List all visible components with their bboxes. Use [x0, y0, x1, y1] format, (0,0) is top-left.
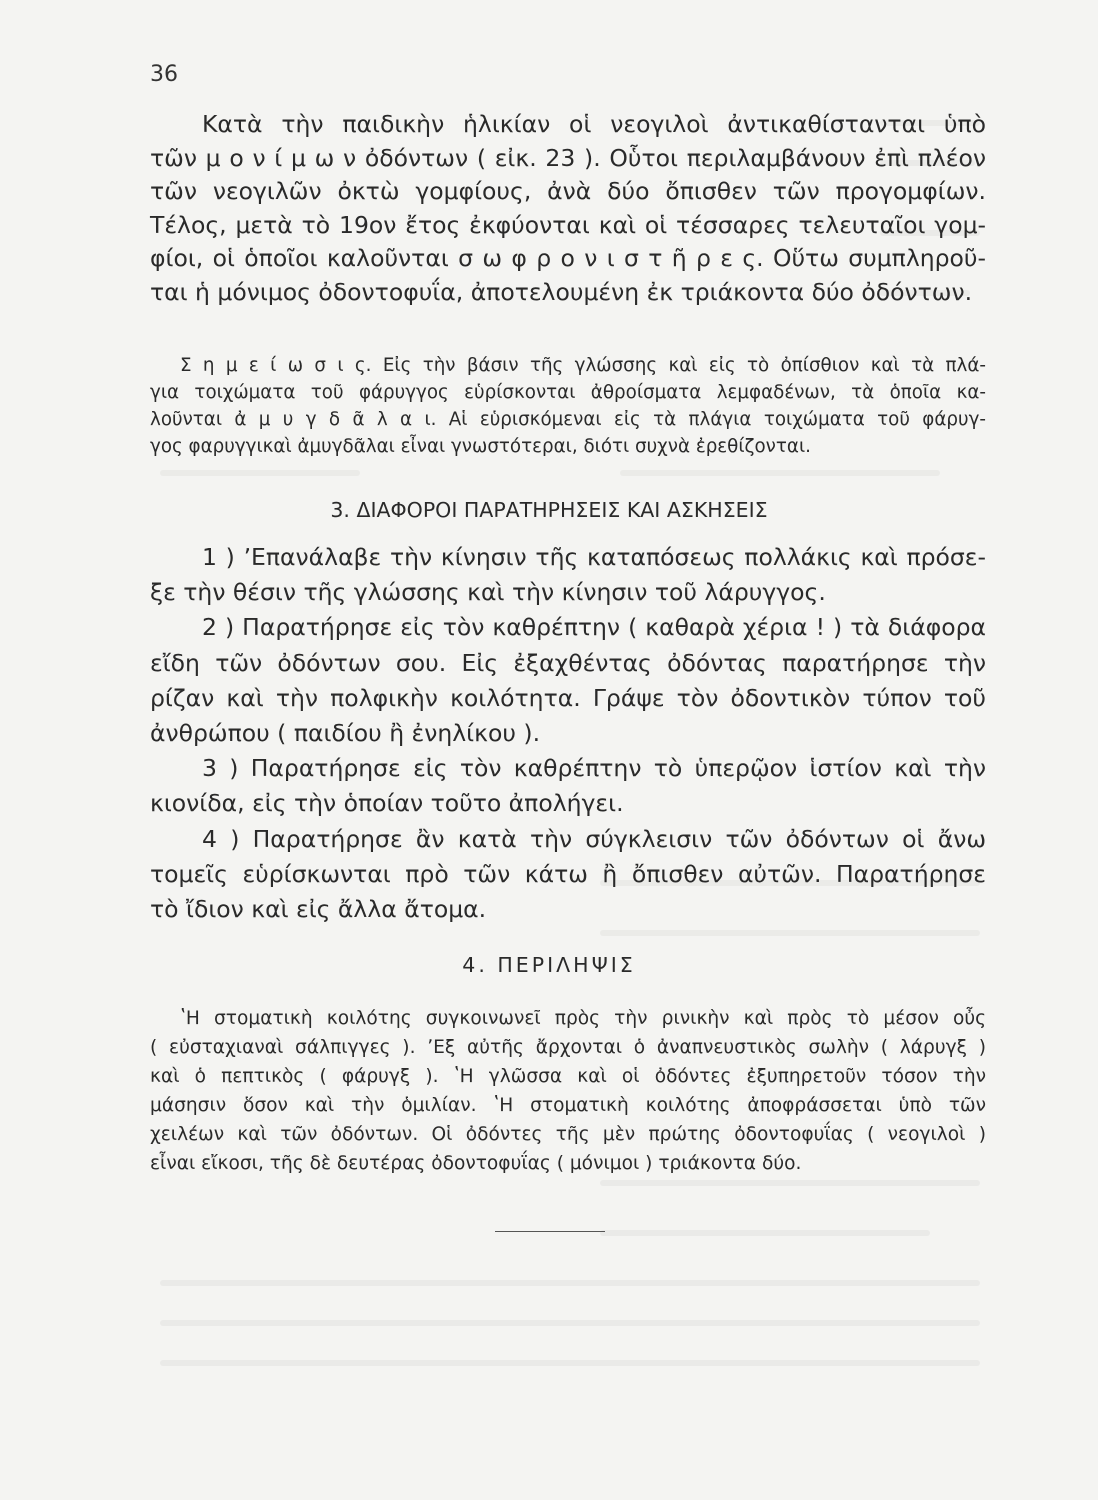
exercise-line: εἴδη τῶν ὀδόντων σου. Εἰς ἐξαχθέντας ὀδόντας παρατήρησε τὴν [150, 648, 986, 677]
exercise-line: τομεῖς εὑρίσκωνται πρὸ τῶν κάτω ἢ ὄπισθεν αὐτῶν. Παρατήρησε [150, 859, 986, 888]
paragraph-line: Τέλος, μετὰ τὸ 19ον ἔτος ἐκφύονται καὶ οἱ τέσσαρες τελευταῖοι γομ- [150, 210, 986, 239]
paragraph-line: ται ἡ μόνιμος ὀδοντοφυΐα, ἀποτελουμένη ἐκ τριάκοντα δύο ὀδόντων. [150, 277, 973, 306]
note-line: Σ η μ ε ί ω σ ι ς. Εἰς τὴν βάσιν τῆς γλώσσης καὶ εἰς τὸ ὀπίσθιον καὶ τὰ πλά- [180, 355, 986, 376]
summary-line: χειλέων καὶ τῶν ὀδόντων. Οἱ ὀδόντες τῆς μὲν πρώτης ὀδοντοφυΐας ( νεογιλοὶ ) [150, 1124, 986, 1145]
exercise-line: 1 ) ʼΕπανάλαβε τὴν κίνησιν τῆς καταπόσεως πολλάκις καὶ πρόσε- [202, 543, 986, 571]
paragraph-line: Κατὰ τὴν παιδικὴν ἡλικίαν οἱ νεογιλοὶ ἀντικαθίστανται ὑπὸ [202, 110, 986, 138]
summary-line: ʽΗ στοματικὴ κοιλότης συγκοινωνεῖ πρὸς τὴν ρινικὴν καὶ πρὸς τὸ μέσον οὖς [180, 1008, 986, 1029]
exercise-line: ρίζαν καὶ τὴν πολφικὴν κοιλότητα. Γράψε τὸν ὀδοντικὸν τύπον τοῦ [150, 683, 986, 712]
end-rule [495, 1231, 605, 1232]
exercise-line: 4 ) Παρατήρησε ἂν κατὰ τὴν σύγκλεισιν τῶν ὀδόντων οἱ ἄνω [202, 824, 986, 853]
paragraph-line: τῶν νεογιλῶν ὀκτὼ γομφίους, ἀνὰ δύο ὄπισθεν τῶν προγομφίων. [150, 177, 986, 206]
page-number: 36 [150, 62, 178, 87]
paragraph-line: τῶν μ ο ν ί μ ω ν ὀδόντων ( εἰκ. 23 ). Οὗτοι περιλαμβάνουν ἐπὶ πλέον [150, 143, 986, 172]
note-line: λοῦνται ἀ μ υ γ δ ᾶ λ α ι. Αἱ εὑρισκόμεναι εἰς τὰ πλάγια τοιχώματα τοῦ φάρυγ- [150, 409, 986, 430]
paragraph-line: φίοι, οἱ ὁποῖοι καλοῦνται σ ω φ ρ ο ν ι σ τ ῆ ρ ε ς. Οὕτω συμπληροῦ- [150, 244, 986, 273]
summary-line: μάσησιν ὅσον καὶ τὴν ὁμιλίαν. ʽΗ στοματικὴ κοιλότης ἀποφράσσεται ὑπὸ τῶν [150, 1095, 986, 1116]
summary-line: καὶ ὁ πεπτικὸς ( φάρυγξ ). ʽΗ γλῶσσα καὶ οἱ ὀδόντες ἐξυπηρετοῦν τόσον τὴν [150, 1066, 986, 1087]
section-heading-3: 3. ΔΙΑΦΟΡΟΙ ΠΑΡΑΤΗΡΗΣΕΙΣ ΚΑΙ ΑΣΚΗΣΕΙΣ [330, 498, 768, 522]
exercise-line: 3 ) Παρατήρησε εἰς τὸν καθρέπτην τὸ ὑπερῷον ἱστίον καὶ τὴν [202, 754, 986, 783]
summary-line: εἶναι εἴκοσι, τῆς δὲ δευτέρας ὀδοντοφυΐας ( μόνιμοι ) τριάκοντα δύο. [150, 1153, 802, 1174]
exercises-list [150, 540, 986, 927]
exercise-line: κιονίδα, εἰς τὴν ὁποίαν τοῦτο ἀπολήγει. [150, 789, 624, 818]
summary-line: ( εὐσταχιαναὶ σάλπιγγες ). ʼΕξ αὐτῆς ἄρχονται ὁ ἀναπνευστικὸς σωλὴν ( λάρυγξ ) [150, 1037, 986, 1058]
exercise-line: ἀνθρώπου ( παιδίου ἢ ἐνηλίκου ). [150, 719, 541, 748]
exercise-line: 2 ) Παρατήρησε εἰς τὸν καθρέπτην ( καθαρὰ χέρια ! ) τὰ διάφορα [202, 613, 986, 642]
section-heading-4: 4. ΠΕΡΙΛΗΨΙΣ [462, 953, 636, 977]
exercise-line: ξε τὴν θέσιν τῆς γλώσσης καὶ τὴν κίνησιν τοῦ λάρυγγος. [150, 578, 826, 607]
exercise-line: τὸ ἴδιον καὶ εἰς ἄλλα ἄτομα. [150, 895, 487, 924]
summary-paragraph [150, 1004, 986, 1178]
note-line: γος φαρυγγικαὶ ἀμυγδᾶλαι εἶναι γνωστότεραι, διότι συχνὰ ἐρεθίζονται. [150, 436, 811, 457]
note-paragraph [150, 352, 986, 460]
main-paragraph [150, 108, 986, 310]
note-line: για τοιχώματα τοῦ φάρυγγος εὑρίσκονται ἀθροίσματα λεμφαδένων, τὰ ὁποῖα κα- [150, 382, 986, 403]
